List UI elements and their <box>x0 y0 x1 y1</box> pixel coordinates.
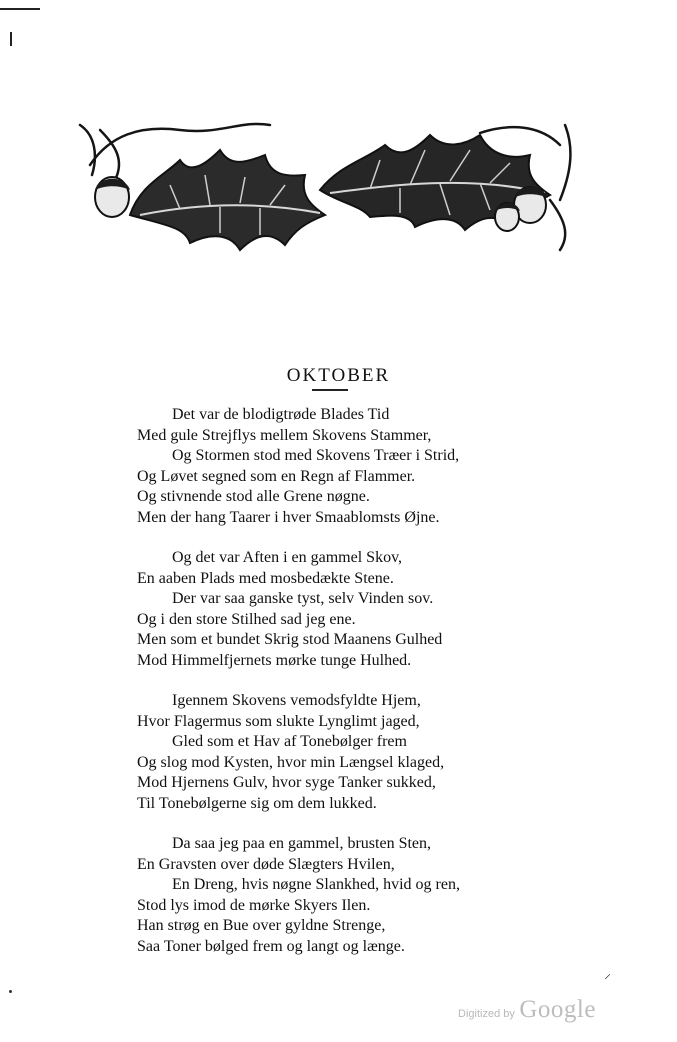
poem-line: En aaben Plads med mosbedækte Stene. <box>137 569 394 587</box>
oak-leaf-left <box>130 150 325 250</box>
stanza <box>137 834 557 957</box>
corner-rule <box>0 8 40 10</box>
poem-line: En Gravsten over døde Slægters Hvilen, <box>137 855 395 873</box>
poem-line: Saa Toner bølged frem og langt og længe. <box>137 937 405 955</box>
watermark-brand: Google <box>519 996 596 1023</box>
poem-line: Og i den store Stilhed sad jeg ene. <box>137 610 356 628</box>
stanza <box>137 548 557 671</box>
watermark-prefix: Digitized by <box>458 1008 515 1020</box>
poem-line: Men der hang Taarer i hver Smaablomsts Øjne. <box>137 508 440 526</box>
poem-line: Da saa jeg paa en gammel, brusten Sten, <box>172 835 432 852</box>
poem-line: Det var de blodigtrøde Blades Tid <box>172 406 390 423</box>
oak-leaf-ornament <box>70 105 580 255</box>
poem-line: Gled som et Hav af Tonebølger frem <box>172 733 407 750</box>
poem-line: Han strøg en Bue over gyldne Strenge, <box>137 917 386 934</box>
digitized-watermark <box>458 996 596 1024</box>
poem-line: Mod Himmelfjernets mørke tunge Hulhed. <box>137 651 412 669</box>
poem-line: Til Tonebølgerne sig om dem lukked. <box>137 794 377 812</box>
poem-line: Stod lys imod de mørke Skyers Ilen. <box>137 896 371 914</box>
poem-line: Mod Hjernens Gulv, hvor syge Tanker sukked, <box>137 774 436 791</box>
poem-body <box>137 405 557 977</box>
poem-line: Hvor Flagermus som slukte Lynglimt jaged, <box>137 712 420 730</box>
stray-mark: ⸍ <box>604 972 611 988</box>
poem-line: En Dreng, hvis nøgne Slankhed, hvid og ren, <box>172 876 460 893</box>
poem-line: Og Stormen stod med Skovens Træer i Strid, <box>172 447 460 464</box>
poem-line: Der var saa ganske tyst, selv Vinden sov. <box>172 590 434 607</box>
poem-line: Og stivnende stod alle Grene nøgne. <box>137 488 370 505</box>
poem-line: Og Løvet segned som en Regn af Flammer. <box>137 467 416 485</box>
stanza <box>137 405 557 528</box>
poem-line: Igennem Skovens vemodsfyldte Hjem, <box>172 692 421 709</box>
poem-line: Og det var Aften i en gammel Skov, <box>172 549 403 566</box>
stanza <box>137 691 557 814</box>
acorn-left <box>95 177 130 217</box>
poem-line: Og slog mod Kysten, hvor min Længsel klaged, <box>137 753 445 771</box>
poem-line: Men som et bundet Skrig stod Maanens Gulhed <box>137 631 443 648</box>
margin-dot <box>9 990 12 993</box>
poem-title: OKTOBER <box>286 364 391 386</box>
margin-mark <box>10 32 12 46</box>
title-rule <box>312 389 348 391</box>
poem-line: Med gule Strejflys mellem Skovens Stammer, <box>137 426 432 444</box>
